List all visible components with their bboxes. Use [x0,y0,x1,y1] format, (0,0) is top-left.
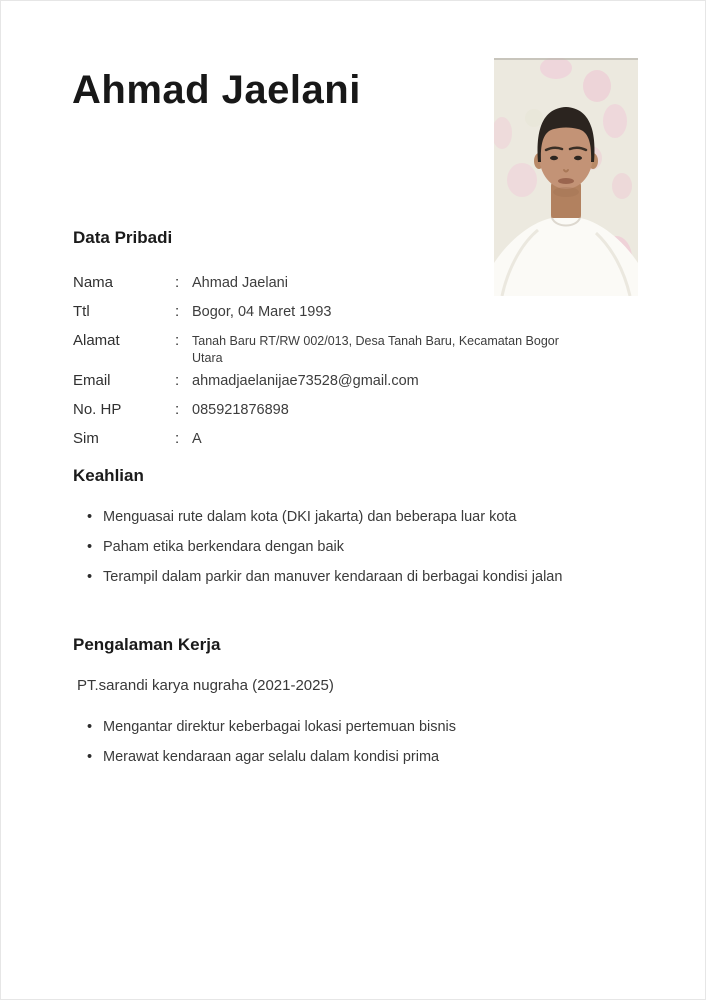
data-row-alamat [73,331,621,367]
employer-line: PT.sarandi karya nugraha (2021-2025) [77,677,334,694]
page-title: Ahmad Jaelani [72,68,361,112]
field-separator: : [175,332,180,349]
list-item [87,507,562,527]
field-label: Ttl [73,303,90,320]
portrait-photo-illustration [494,58,638,296]
field-separator: : [175,274,180,291]
data-row-nama [73,273,621,293]
list-item [87,567,562,587]
field-separator: : [175,372,180,389]
field-label: No. HP [73,401,122,418]
list-item-text: Terampil dalam parkir dan manuver kendaraan di berbagai kondisi jalan [103,569,563,585]
list-item [87,717,456,737]
list-item-text: Menguasai rute dalam kota (DKI jakarta) dan beberapa luar kota [103,509,517,525]
field-label: Sim [73,430,99,447]
field-separator: : [175,401,180,418]
portrait-photo [494,58,638,296]
keahlian-list [87,507,562,597]
data-pribadi-rows [73,273,621,458]
field-value: ahmadjaelanijae73528@gmail.com [192,373,419,389]
field-value: 085921876898 [192,402,289,418]
field-separator: : [175,303,180,320]
field-separator: : [175,430,180,447]
list-item [87,537,562,557]
bullet-icon: • [87,749,93,765]
bullet-icon: • [87,569,93,585]
pengalaman-list [87,717,456,777]
data-row-ttl [73,302,621,322]
field-value: Tanah Baru RT/RW 002/013, Desa Tanah Baru, Kecamatan Bogor Utara [192,334,559,365]
bullet-icon: • [87,719,93,735]
field-value: Ahmad Jaelani [192,275,288,291]
data-row-sim [73,429,621,449]
list-item-text: Mengantar direktur keberbagai lokasi pertemuan bisnis [103,719,457,735]
field-label: Alamat [73,332,120,349]
field-label: Email [73,372,111,389]
section-title-data-pribadi: Data Pribadi [73,228,173,247]
list-item-text: Merawat kendaraan agar selalu dalam kondisi prima [103,749,440,765]
list-item [87,747,456,767]
section-title-keahlian: Keahlian [73,466,144,485]
bullet-icon: • [87,539,93,555]
field-value: Bogor, 04 Maret 1993 [192,304,332,320]
data-row-email [73,371,621,391]
bullet-icon: • [87,509,93,525]
data-row-no-hp [73,400,621,420]
list-item-text: Paham etika berkendara dengan baik [103,539,345,555]
field-label: Nama [73,274,114,291]
section-title-pengalaman-kerja: Pengalaman Kerja [73,635,221,654]
field-value: A [192,431,202,447]
